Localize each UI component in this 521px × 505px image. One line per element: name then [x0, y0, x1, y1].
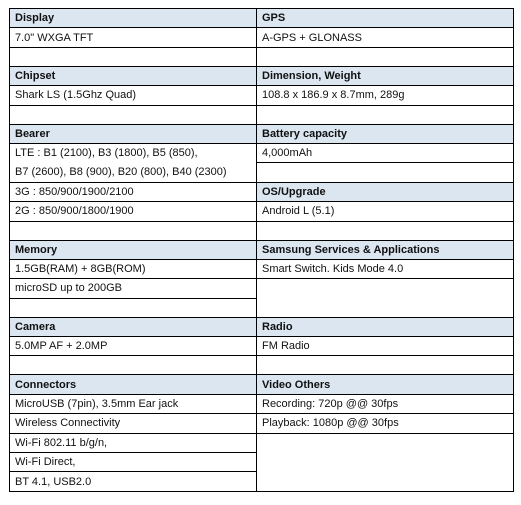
- services-header: Samsung Services & Applications: [257, 240, 514, 259]
- spacer-row: [10, 356, 514, 375]
- services-value: Smart Switch. Kids Mode 4.0: [257, 259, 514, 278]
- spacer-cell: [257, 47, 514, 66]
- bearer-header: Bearer: [10, 124, 257, 143]
- table-row: [10, 86, 514, 105]
- table-row: [10, 240, 514, 259]
- os-header: OS/Upgrade: [257, 182, 514, 201]
- gps-value: A-GPS + GLONASS: [257, 28, 514, 47]
- spacer-cell: [257, 163, 514, 182]
- connectors-line: Wi-Fi Direct,: [10, 453, 257, 472]
- connectors-line: BT 4.1, USB2.0: [10, 472, 257, 491]
- chipset-value: Shark LS (1.5Ghz Quad): [10, 86, 257, 105]
- spacer-cell: [10, 105, 257, 124]
- radio-header: Radio: [257, 317, 514, 336]
- spacer-cell: [257, 279, 514, 317]
- table-row: [10, 337, 514, 356]
- chipset-header: Chipset: [10, 66, 257, 85]
- spacer-cell: [10, 221, 257, 240]
- memory-line: 1.5GB(RAM) + 8GB(ROM): [10, 259, 257, 278]
- display-value: 7.0" WXGA TFT: [10, 28, 257, 47]
- connectors-line: Wi-Fi 802.11 b/g/n,: [10, 433, 257, 452]
- table-row: [10, 279, 514, 298]
- table-row: [10, 394, 514, 413]
- table-row: [10, 163, 514, 182]
- bearer-line: LTE : B1 (2100), B3 (1800), B5 (850),: [10, 143, 257, 162]
- spacer-cell: [10, 298, 257, 317]
- table-row: [10, 433, 514, 452]
- radio-value: FM Radio: [257, 337, 514, 356]
- video-line: Playback: 1080p @@ 30fps: [257, 414, 514, 433]
- display-header: Display: [10, 9, 257, 28]
- table-row: [10, 28, 514, 47]
- table-row: [10, 259, 514, 278]
- connectors-line: MicroUSB (7pin), 3.5mm Ear jack: [10, 394, 257, 413]
- table-row: [10, 66, 514, 85]
- spacer-row: [10, 221, 514, 240]
- camera-value: 5.0MP AF + 2.0MP: [10, 337, 257, 356]
- table-row: [10, 317, 514, 336]
- spacer-row: [10, 47, 514, 66]
- bearer-line: B7 (2600), B8 (900), B20 (800), B40 (2300): [10, 163, 257, 182]
- table-row: [10, 202, 514, 221]
- table-row: [10, 182, 514, 201]
- spacer-cell: [257, 221, 514, 240]
- table-row: [10, 9, 514, 28]
- table-row: [10, 375, 514, 394]
- gps-header: GPS: [257, 9, 514, 28]
- battery-value: 4,000mAh: [257, 143, 514, 162]
- bearer-line: 2G : 850/900/1800/1900: [10, 202, 257, 221]
- spacer-cell: [257, 356, 514, 375]
- spec-table: [9, 8, 514, 492]
- spacer-cell: [257, 105, 514, 124]
- bearer-line: 3G : 850/900/1900/2100: [10, 182, 257, 201]
- video-header: Video Others: [257, 375, 514, 394]
- connectors-line: Wireless Connectivity: [10, 414, 257, 433]
- memory-header: Memory: [10, 240, 257, 259]
- spacer-cell: [10, 47, 257, 66]
- battery-header: Battery capacity: [257, 124, 514, 143]
- table-row: [10, 414, 514, 433]
- camera-header: Camera: [10, 317, 257, 336]
- table-row: [10, 124, 514, 143]
- dimension-value: 108.8 x 186.9 x 8.7mm, 289g: [257, 86, 514, 105]
- connectors-header: Connectors: [10, 375, 257, 394]
- table-row: [10, 143, 514, 162]
- memory-line: microSD up to 200GB: [10, 279, 257, 298]
- os-value: Android L (5.1): [257, 202, 514, 221]
- video-line: Recording: 720p @@ 30fps: [257, 394, 514, 413]
- spacer-row: [10, 105, 514, 124]
- spacer-cell: [257, 433, 514, 491]
- dimension-header: Dimension, Weight: [257, 66, 514, 85]
- spacer-cell: [10, 356, 257, 375]
